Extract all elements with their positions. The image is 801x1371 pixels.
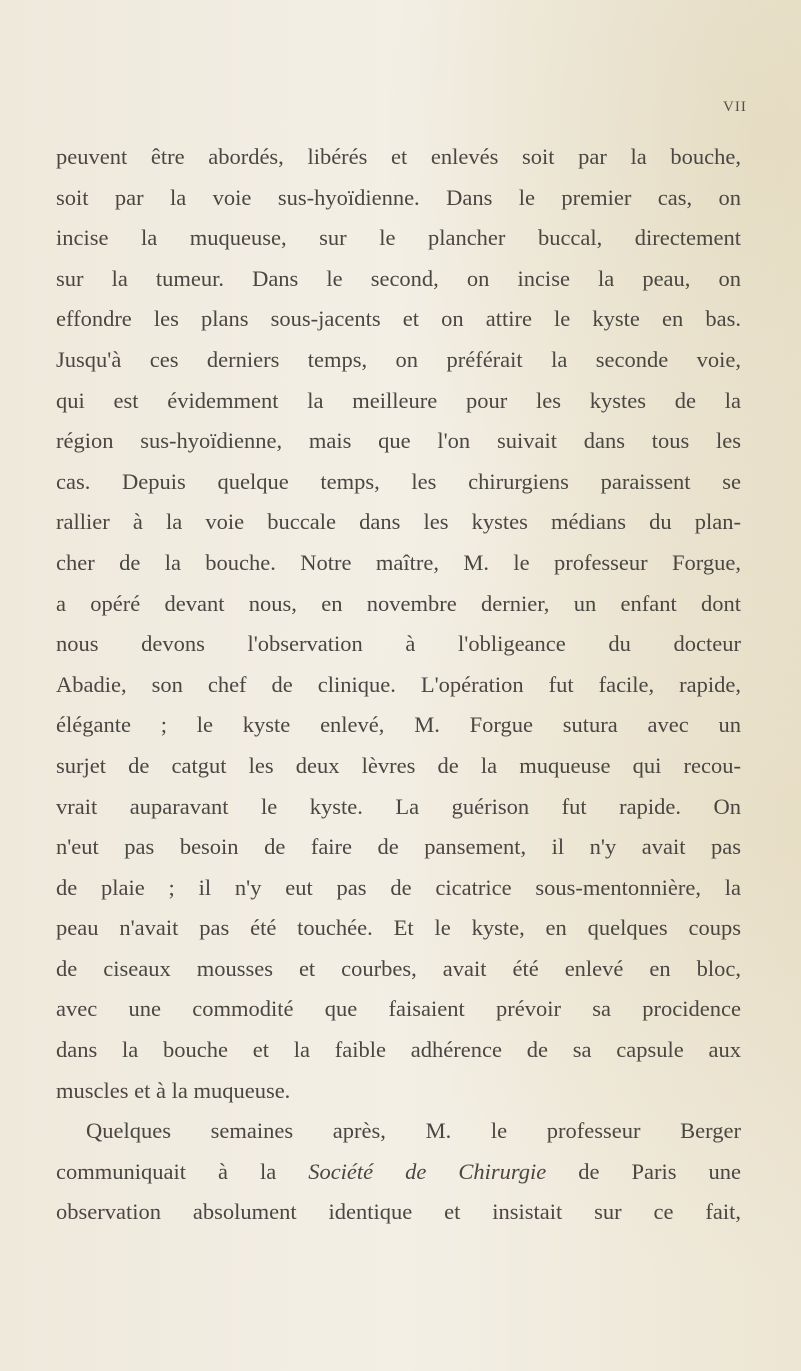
text-line: Jusqu'à ces derniers temps, on préférait la seconde voie, — [56, 346, 741, 372]
text-line: avec une commodité que faisaient prévoir sa procidence — [56, 996, 741, 1022]
text-line: région sus-hyoïdienne, mais que l'on suivait dans tous les — [56, 428, 741, 454]
text-line: incise la muqueuse, sur le plancher buccal, directement — [56, 225, 741, 251]
italic-society-name: Société de Chirurgie — [308, 1158, 547, 1184]
text-line: de ciseaux mousses et courbes, avait été enlevé en bloc, — [56, 955, 741, 981]
text-line: soit par la voie sus-hyoïdienne. Dans le premier cas, on — [56, 184, 741, 210]
text-line: cher de la bouche. Notre maître, M. le professeur Forgue, — [56, 549, 741, 575]
text-line: a opéré devant nous, en novembre dernier, un enfant dont — [56, 590, 741, 616]
text-line: Abadie, son chef de clinique. L'opération fut facile, rapide, — [56, 671, 741, 697]
text-line: de plaie ; il n'y eut pas de cicatrice sous-mentonnière, la — [56, 874, 741, 900]
text-line: qui est évidemment la meilleure pour les kystes de la — [56, 387, 741, 413]
text-segment: communiquait à la — [56, 1158, 309, 1184]
text-line: nous devons l'observation à l'obligeance du docteur — [56, 631, 741, 657]
body-text — [56, 137, 741, 1233]
text-line: surjet de catgut les deux lèvres de la muqueuse qui recou- — [56, 752, 741, 778]
text-segment: de Paris une — [546, 1158, 741, 1184]
text-line: rallier à la voie buccale dans les kystes médians du plan- — [56, 509, 741, 535]
text-line: cas. Depuis quelque temps, les chirurgiens paraissent se — [56, 468, 741, 494]
text-line: muscles et à la muqueuse. — [56, 1077, 291, 1103]
text-line: observation absolument identique et insistait sur ce fait, — [56, 1199, 741, 1225]
text-line: effondre les plans sous-jacents et on attire le kyste en bas. — [56, 306, 741, 332]
text-line: vrait auparavant le kyste. La guérison fut rapide. On — [56, 793, 741, 819]
text-line-with-italic — [56, 1152, 741, 1193]
text-line: dans la bouche et la faible adhérence de sa capsule aux — [56, 1037, 741, 1063]
paragraph-start-line: Quelques semaines après, M. le professeur Berger — [86, 1118, 741, 1144]
page-number: VII — [723, 99, 747, 115]
text-line: peuvent être abordés, libérés et enlevés soit par la bouche, — [56, 144, 741, 169]
text-line: sur la tumeur. Dans le second, on incise la peau, on — [56, 265, 741, 291]
text-line: n'eut pas besoin de faire de pansement, il n'y avait pas — [56, 834, 741, 860]
text-line: élégante ; le kyste enlevé, M. Forgue sutura avec un — [56, 712, 741, 738]
text-line: peau n'avait pas été touchée. Et le kyste, en quelques coups — [56, 915, 741, 941]
